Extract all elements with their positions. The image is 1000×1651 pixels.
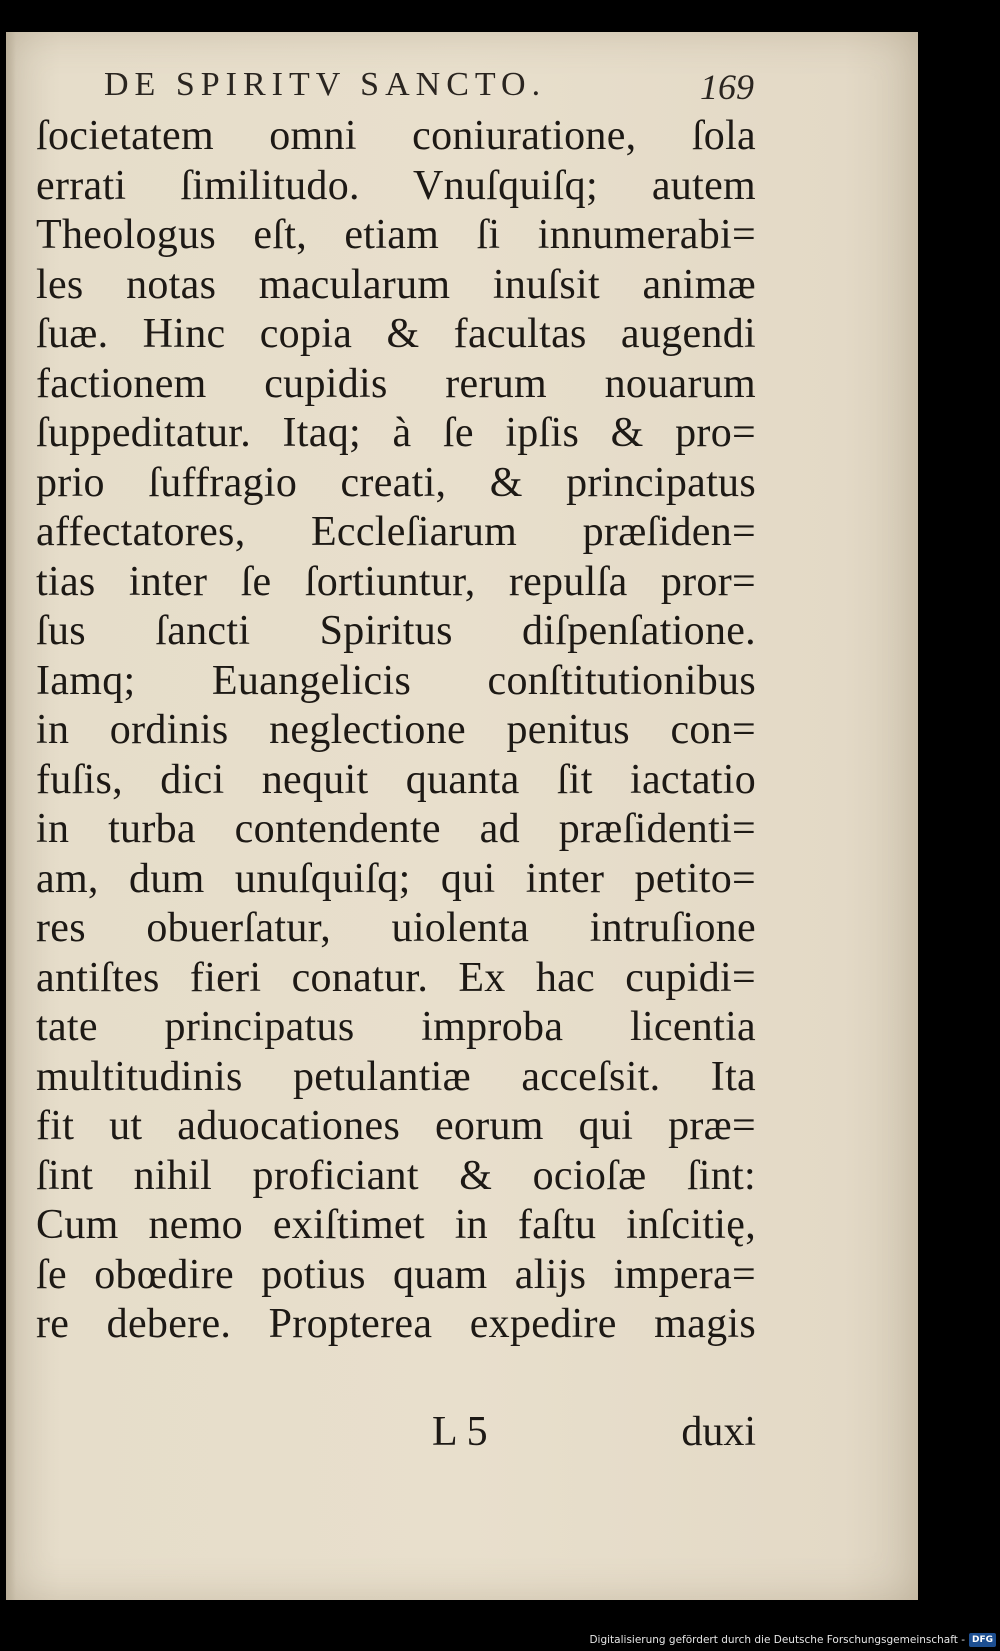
page-number: 169 [700, 67, 754, 107]
text-line: tias inter ſe ſortiuntur, repulſa pror= [36, 558, 756, 605]
dfg-logo-icon: DFG [969, 1633, 996, 1647]
text-line: ſuæ. Hinc copia & facultas augendi [36, 311, 756, 357]
text-line: ſus ſancti Spiritus diſpenſatione. [36, 608, 756, 654]
text-line: prio ſuffragio creati, & principatus [36, 459, 756, 506]
body-text [36, 112, 756, 1350]
text-line: les notas macularum inuſsit animæ [36, 261, 756, 308]
text-line: fuſis, dici nequit quanta ſit iactatio [36, 756, 756, 803]
text-line: tate principatus improba licentia [36, 1004, 756, 1050]
text-line: ſocietatem omni coniuratione, ſola [36, 113, 756, 159]
text-line: fit ut aduocationes eorum qui præ= [36, 1103, 756, 1149]
text-line: multitudinis petulantiæ acceſsit. Ita [36, 1053, 756, 1100]
text-line: antiſtes fieri conatur. Ex hac cupidi= [36, 954, 756, 1001]
text-line: ſint nihil proficiant & ocioſæ ſint: [36, 1152, 756, 1199]
signature-mark: L 5 [432, 1409, 488, 1455]
text-line: am, dum unuſquiſq; qui inter petito= [36, 855, 756, 902]
credit-text: Digitalisierung gefördert durch die Deutsche Forschungsgemeinschaft - [589, 1634, 965, 1646]
text-line: re debere. Propterea expedire magis [36, 1301, 756, 1347]
catchword: duxi [681, 1409, 756, 1455]
running-title: DE SPIRITV SANCTO. [104, 66, 547, 103]
text-line: ſuppeditatur. Itaq; à ſe ipſis & pro= [36, 410, 756, 456]
text-line: affectatores, Eccleſiarum præſiden= [36, 509, 756, 555]
page-edge-shadow [6, 32, 16, 1600]
text-line: res obuerſatur, uiolenta intruſione [36, 905, 756, 951]
page-footer [36, 1408, 756, 1458]
text-line: in turba contendente ad præſidenti= [36, 806, 756, 852]
text-line: errati ſimilitudo. Vnuſquiſq; autem [36, 162, 756, 209]
text-line: ſe obœdire potius quam alijs impera= [36, 1251, 756, 1298]
text-line: factionem cupidis rerum nouarum [36, 360, 756, 407]
text-line: Iamq; Euangelicis conſtitutionibus [36, 657, 756, 704]
digitization-credit [589, 1632, 996, 1648]
text-line: Theologus eſt, etiam ſi innumerabi= [36, 212, 756, 258]
text-line: in ordinis neglectione penitus con= [36, 707, 756, 753]
text-line: Cum nemo exiſtimet in faſtu inſcitię, [36, 1202, 756, 1248]
